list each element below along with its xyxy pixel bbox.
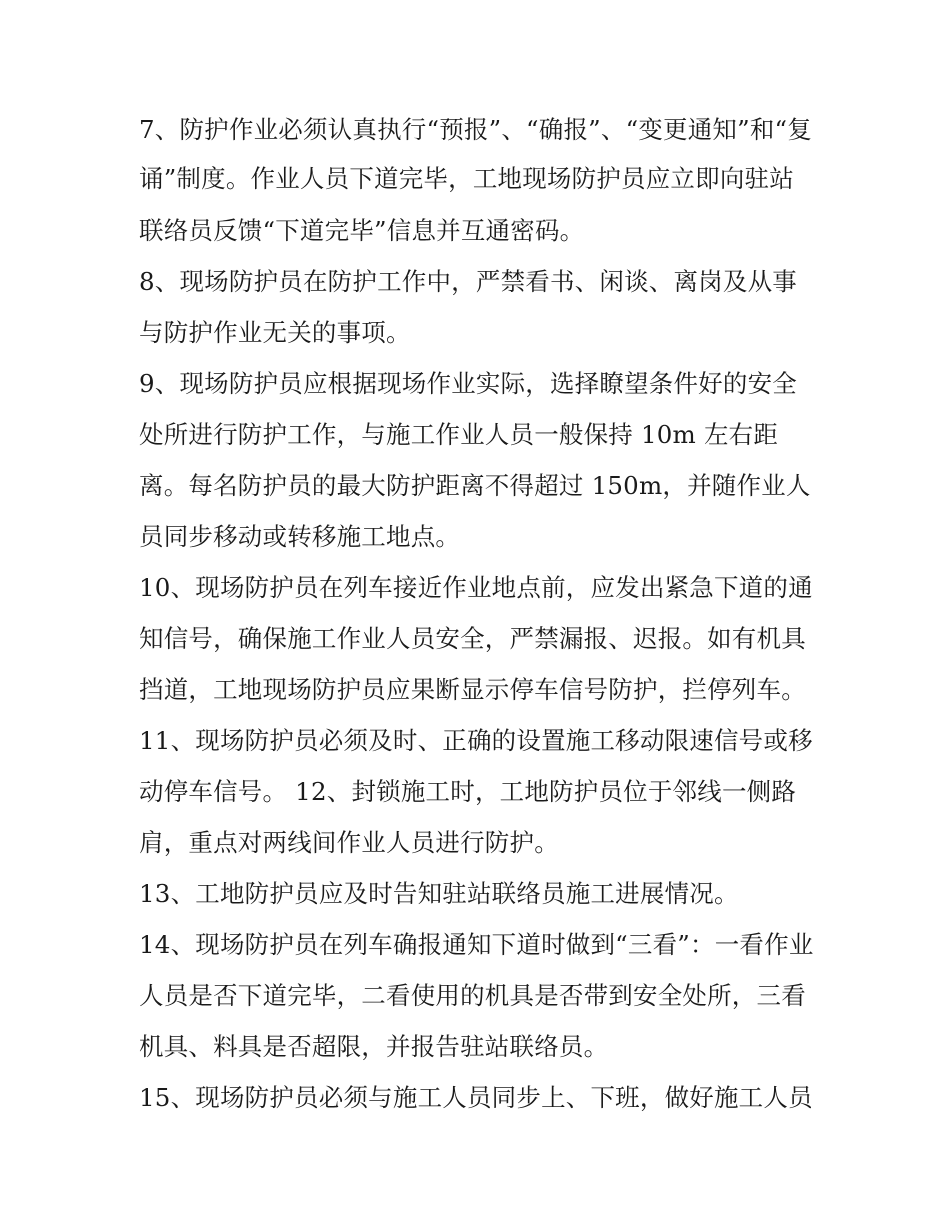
text-line: 11、现场防护员必须及时、正确的设置施工移动限速信号或移 <box>139 726 813 755</box>
text-line: 动停车信号。 12、封锁施工时，工地防护员位于邻线一侧路 <box>139 777 797 806</box>
text-line: 7、防护作业必须认真执行“预报”、“确报”、“变更通知”和“复 <box>139 115 812 144</box>
text-line: 15、现场防护员必须与施工人员同步上、下班，做好施工人员 <box>139 1083 813 1112</box>
text-line: 13、工地防护员应及时告知驻站联络员施工进展情况。 <box>139 879 739 908</box>
text-line: 处所进行防护工作，与施工作业人员一般保持 10m 左右距 <box>139 420 779 449</box>
text-line: 人员是否下道完毕，二看使用的机具是否带到安全处所，三看 <box>139 981 806 1010</box>
text-line: 挡道，工地现场防护员应果断显示停车信号防护，拦停列车。 <box>139 675 806 704</box>
text-line: 14、现场防护员在列车确报通知下道时做到“三看”：一看作业 <box>139 930 814 959</box>
text-line: 知信号，确保施工作业人员安全，严禁漏报、迟报。如有机具 <box>139 624 806 653</box>
text-line: 联络员反馈“下道完毕”信息并互通密码。 <box>139 216 585 245</box>
text-line: 员同步移动或转移施工地点。 <box>139 522 461 551</box>
text-line: 与防护作业无关的事项。 <box>139 318 411 347</box>
text-line: 9、现场防护员应根据现场作业实际，选择瞭望条件好的安全 <box>139 369 797 398</box>
text-line: 离。每名防护员的最大防护距离不得超过 150m，并随作业人 <box>139 471 811 500</box>
text-line: 10、现场防护员在列车接近作业地点前，应发出紧急下道的通 <box>139 573 813 602</box>
text-line: 肩，重点对两线间作业人员进行防护。 <box>139 828 559 857</box>
text-line: 诵”制度。作业人员下道完毕，工地现场防护员应立即向驻站 <box>139 164 794 193</box>
text-line: 8、现场防护员在防护工作中，严禁看书、闲谈、离岗及从事 <box>139 267 797 296</box>
text-line: 机具、料具是否超限，并报告驻站联络员。 <box>139 1032 609 1061</box>
